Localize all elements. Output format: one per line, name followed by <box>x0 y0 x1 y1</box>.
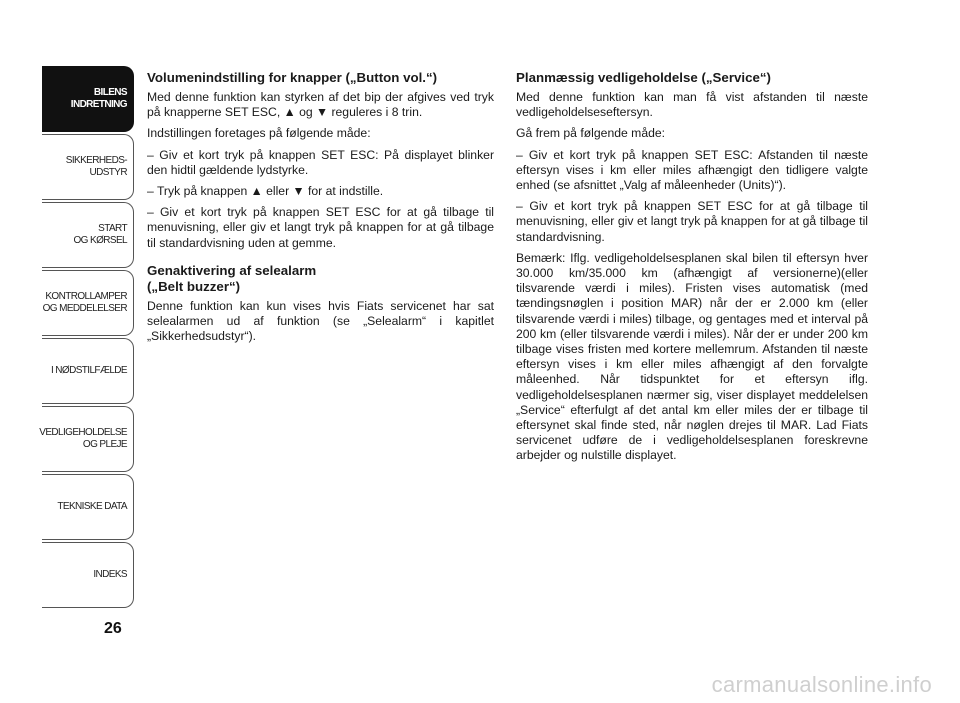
paragraph: Med denne funktion kan man få vist afstanden til næste vedligeholdelseseftersyn. <box>516 90 868 120</box>
paragraph: Med denne funktion kan styrken af det bip der afgives ved tryk på knapperne SET ESC, ▲ og ▼ reguleres i 8 trin. <box>147 90 494 120</box>
left-column <box>147 70 494 350</box>
tab-vedligeholdelse[interactable]: VEDLIGEHOLDELSE OG PLEJE <box>42 406 134 472</box>
paragraph: – Tryk på knappen ▲ eller ▼ for at indstille. <box>147 184 384 199</box>
paragraph: Bemærk: Iflg. vedligeholdelsesplanen skal bilen til eftersyn hver 30.000 km/35.000 km (afhængigt af versionerne)(eller tilsvarende værdi i miles). Fristen vises automatisk (med tændingsnøglen i position MAR) når der er 2.000 km (eller tilsvarende værdi i miles) tilbage, og gentages med et interval på 200 km (eller tilsvarende værdi i miles). Når der er under 200 km tilbage vises fristen med kortere mellemrum. Afstanden til næste eftersyn vises i km eller miles afhængigt af den forvalgte måleenhed. Når tidspunktet for et eftersyn iflg. vedligeholdelsesplanen nærmer sig, viser displayet meddelelsen „Service“ efterfulgt af det antal km eller miles der er tilbage til eftersynet skal finde sted, når nøglen drejes til MAR. Lad Fiats servicenet udføre de i vedligeholdelsesplanen foreskrevne arbejder og nulstille displayet. <box>516 250 868 463</box>
heading-button-vol: Volumenindstilling for knapper („Button vol.“) <box>147 70 438 85</box>
tab-sikkerhedsudstyr[interactable]: SIKKERHEDS- UDSTYR <box>42 134 134 200</box>
tab-start-og-korsel[interactable]: START OG KØRSEL <box>42 202 134 268</box>
right-column <box>516 70 868 470</box>
paragraph: Indstillingen foretages på følgende måde: <box>147 126 371 141</box>
paragraph: – Giv et kort tryk på knappen SET ESC for at gå tilbage til menuvisning, eller giv et langt tryk på knappen for at gå tilbage til standardvisning. <box>516 199 868 244</box>
heading-service: Planmæssig vedligeholdelse („Service“) <box>516 70 771 85</box>
tab-indeks[interactable]: INDEKS <box>42 542 134 608</box>
paragraph: Denne funktion kan kun vises hvis Fiats servicenet har sat selealarmen ud af funktion (se „Selealarm“ i kapitlet „Sikkerhedsudstyr“). <box>147 298 494 344</box>
watermark: carmanualsonline.info <box>711 672 932 697</box>
paragraph: – Giv et kort tryk på knappen SET ESC: På displayet blinker den hidtil gældende lydstyrke. <box>147 147 494 177</box>
tab-kontrollamper[interactable]: KONTROLLAMPER OG MEDDELELSER <box>42 270 134 336</box>
page-number: 26 <box>104 620 122 637</box>
tab-tekniske-data[interactable]: TEKNISKE DATA <box>42 474 134 540</box>
heading-belt-buzzer: Genaktivering af selealarm („Belt buzzer“) <box>147 262 317 294</box>
paragraph: Gå frem på følgende måde: <box>516 126 666 141</box>
tab-nodstilfaelde[interactable]: I NØDSTILFÆLDE <box>42 338 134 404</box>
tab-bilens-indretning[interactable]: BILENS INDRETNING <box>42 66 134 132</box>
paragraph: – Giv et kort tryk på knappen SET ESC: Afstanden til næste eftersyn vises i km eller miles afhængigt den tidligere valgte enhed (se afsnittet „Valg af måleenheder (Units)“). <box>516 147 868 193</box>
paragraph: – Giv et kort tryk på knappen SET ESC for at gå tilbage til menuvisning, eller giv et langt tryk på knappen for at gå tilbage til standardvisning uden at gemme. <box>147 205 494 250</box>
